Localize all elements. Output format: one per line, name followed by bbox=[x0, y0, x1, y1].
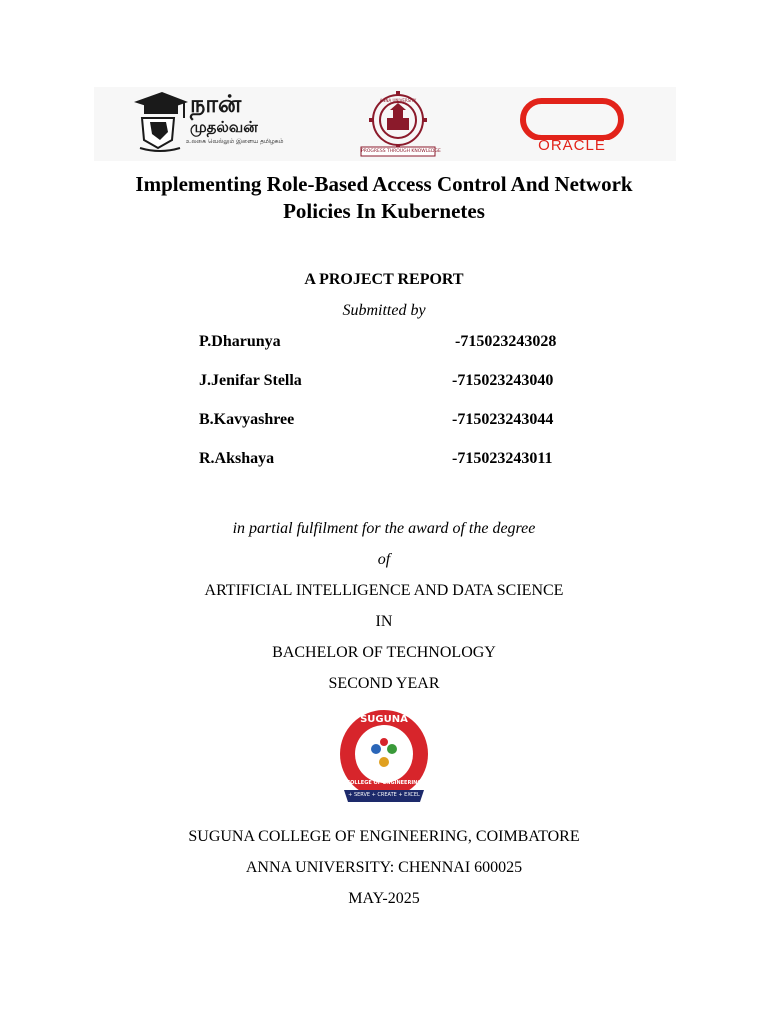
suguna-ribbon-text: + SERVE + CREATE + EXCEL bbox=[348, 792, 420, 798]
member-id: -715023243040 bbox=[452, 372, 554, 389]
member-id: -715023243044 bbox=[452, 411, 554, 428]
mudhalvan-text: முதல்வன் bbox=[190, 118, 258, 136]
title-line-1: Implementing Role-Based Access Control And Network bbox=[135, 172, 633, 196]
anna-university-arc-text: ANNA UNIVERSITY bbox=[379, 98, 417, 103]
graduation-cap-icon bbox=[130, 88, 190, 158]
in-text: IN bbox=[375, 613, 393, 630]
naan-mudhalvan-tagline: உலகை வெல்லும் இளைய தமிழகம் bbox=[186, 138, 284, 145]
naan-text: நான் bbox=[190, 90, 242, 118]
university-name: ANNA UNIVERSITY: CHENNAI 600025 bbox=[245, 859, 523, 876]
suguna-college-logo bbox=[336, 706, 432, 810]
college-name: SUGUNA COLLEGE OF ENGINEERING, COIMBATORE bbox=[188, 828, 580, 845]
member-name: P.Dharunya bbox=[199, 333, 281, 350]
naan-mudhalvan-logo bbox=[130, 88, 295, 158]
anna-university-logo bbox=[357, 90, 439, 158]
title-line-2: Policies In Kubernetes bbox=[283, 199, 485, 223]
suguna-name: SUGUNA bbox=[360, 714, 408, 725]
of-text: of bbox=[377, 551, 391, 568]
suguna-arc-text: COLLEGE OF ENGINEERING bbox=[346, 780, 422, 786]
submitted-by-label: Submitted by bbox=[342, 302, 426, 319]
degree-branch: ARTIFICIAL INTELLIGENCE AND DATA SCIENCE bbox=[204, 582, 564, 599]
oracle-logo bbox=[519, 98, 625, 155]
fulfilment-text: in partial fulfilment for the award of the degree bbox=[232, 520, 536, 537]
member-id: -715023243011 bbox=[452, 450, 553, 467]
anna-university-motto: PROGRESS THROUGH KNOWLEDGE bbox=[361, 149, 441, 154]
oracle-ring-icon bbox=[519, 98, 625, 140]
report-date: MAY-2025 bbox=[348, 890, 420, 907]
member-name: R.Akshaya bbox=[199, 450, 275, 467]
member-id: -715023243028 bbox=[455, 333, 557, 350]
degree-name: BACHELOR OF TECHNOLOGY bbox=[272, 644, 496, 661]
member-name: B.Kavyashree bbox=[199, 411, 295, 428]
year-text: SECOND YEAR bbox=[328, 675, 440, 692]
member-name: J.Jenifar Stella bbox=[199, 372, 302, 389]
report-title bbox=[0, 171, 768, 225]
oracle-wordmark: ORACLE bbox=[538, 137, 606, 154]
project-report-label: A PROJECT REPORT bbox=[304, 271, 464, 288]
